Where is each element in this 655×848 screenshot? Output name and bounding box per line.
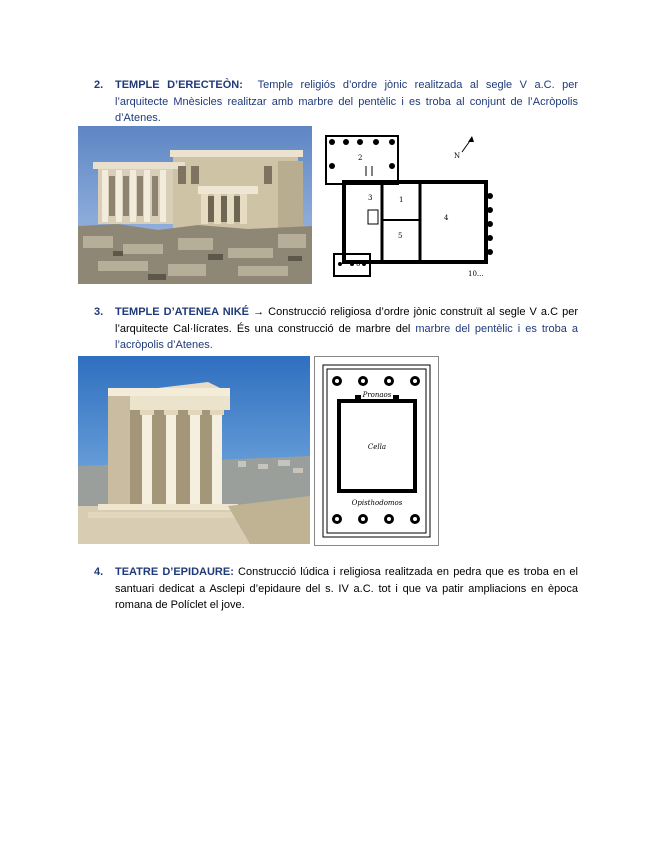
plan-label-1: 1 — [399, 196, 404, 204]
plan-label-opisthodomos: Opisthodomos — [351, 499, 403, 507]
plan-label-3: 3 — [368, 194, 373, 202]
item-title: TEMPLE D’ERECTEÒN: — [115, 79, 243, 91]
plan-label-4: 4 — [444, 214, 449, 222]
plan-label-2: 2 — [358, 154, 363, 162]
plan-label-5: 5 — [398, 232, 403, 240]
plan-label-cella: Cella — [367, 443, 387, 451]
atenea-nike-photo — [78, 356, 310, 544]
atenea-nike-floor-plan — [314, 356, 439, 546]
erecteon-floor-plan — [322, 126, 494, 282]
item-number: 4. — [94, 566, 104, 578]
item-text: → Construcció religiosa d’ordre jònic construït al segle V a.C per l’arquitecte Cal·lícrates. És una construcció de marbre del — [115, 306, 578, 335]
item-text: Temple religiós d’ordre jònic realitzada al segle V a.C. per l’arquitecte Mnèsicles realitzar amb marbre del pentèlic i es troba al conjunt de l’Acròpolis d’Atenes. — [115, 79, 579, 124]
item-title: TEMPLE D’ATENEA NIKÉ — [115, 306, 250, 318]
item-title: TEATRE D’EPIDAURE: — [115, 566, 234, 578]
item-erecteon — [96, 77, 578, 127]
item-text-highlight: marbre del pentèlic i es troba a l’acròpolis d’Atenes. — [115, 322, 578, 351]
item-number: 3. — [94, 306, 104, 318]
item-text: Construcció lúdica i religiosa realitzada en pedra que es troba en el santuari dedicat a Asclepi d’epidaure del s. IV a.C. tot i que va patir ampliacions en època romana de Políclet el jove. — [115, 566, 578, 611]
plan-label-pronaos: Pronaos — [362, 391, 392, 399]
item-atenea-nike — [96, 304, 578, 354]
erecteon-photo — [78, 126, 312, 284]
plan-north: N — [454, 152, 461, 160]
item-epidaure — [96, 564, 578, 614]
plan-label-6: 6 — [356, 260, 361, 268]
plan-scale: 10... — [468, 270, 484, 278]
item-number: 2. — [94, 79, 104, 91]
